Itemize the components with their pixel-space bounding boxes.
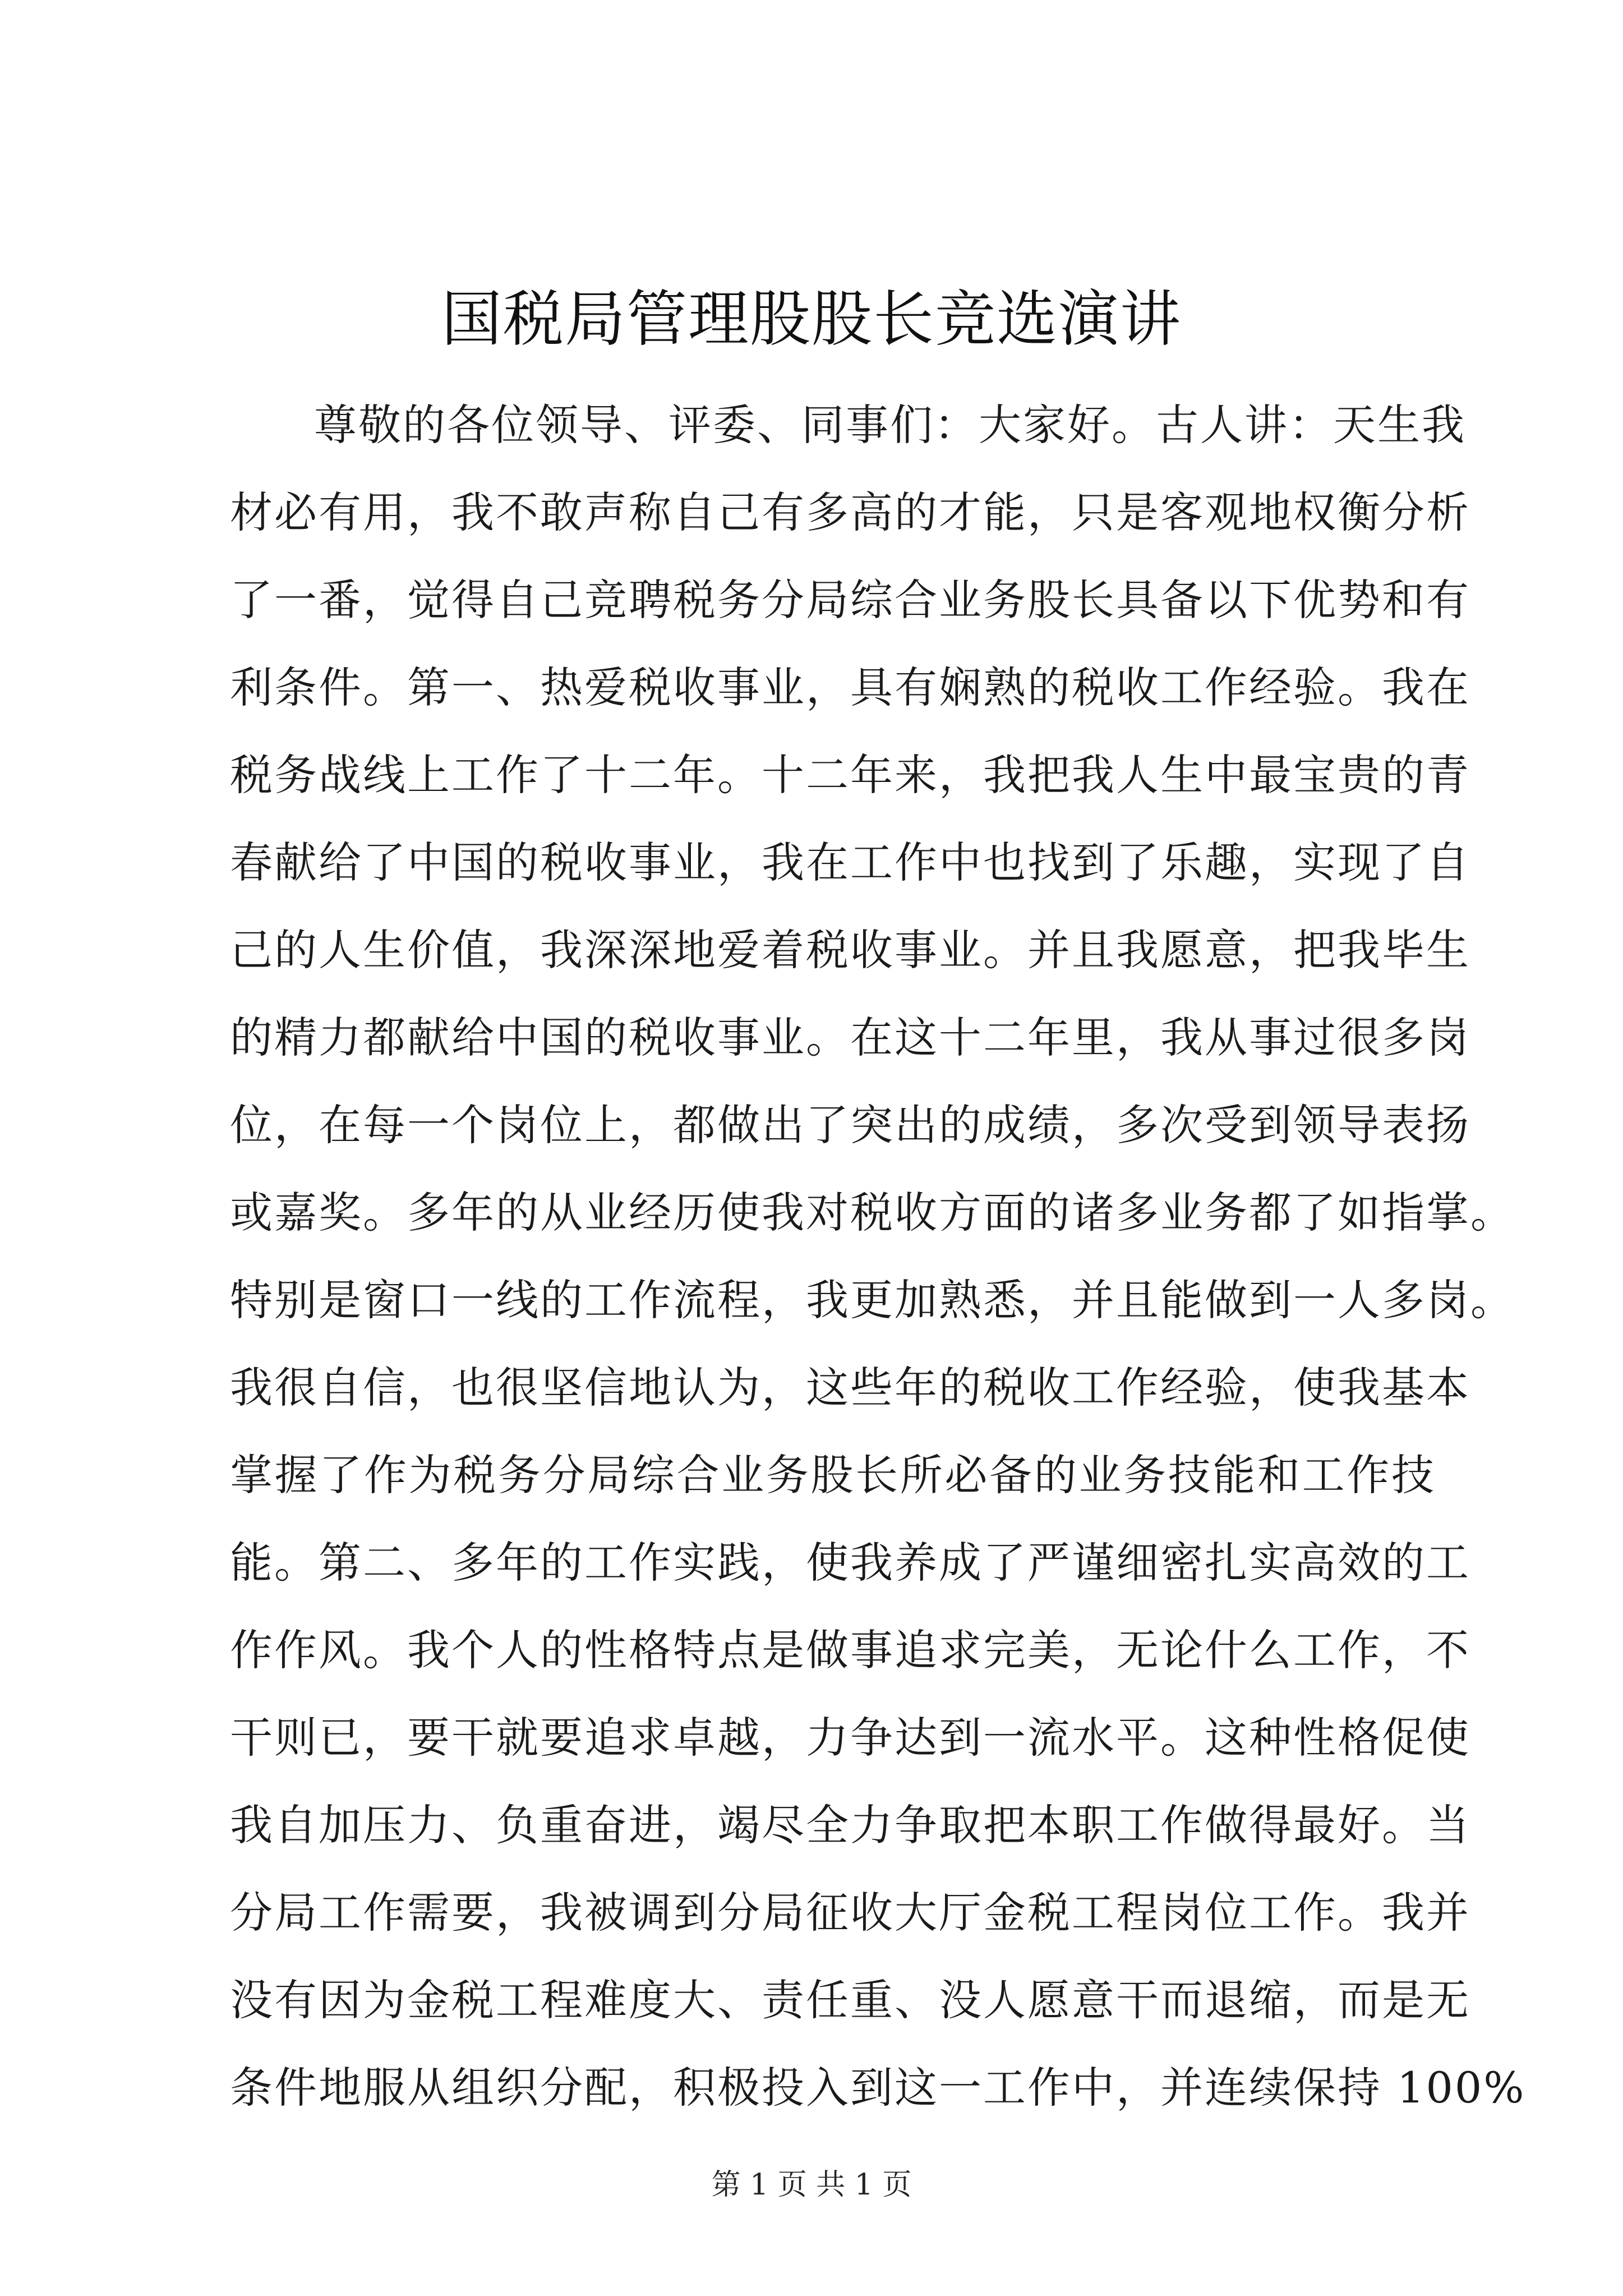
document-title: 国税局管理股股长竞选演讲 bbox=[441, 284, 1182, 355]
paragraph-line: 材必有用，我不敢声称自己有多高的才能，只是客观地权衡分析 bbox=[230, 487, 1470, 537]
paragraph-line: 利条件。第一、热爱税收事业，具有娴熟的税收工作经验。我在 bbox=[230, 662, 1470, 712]
paragraph-line: 了一番，觉得自己竞聘税务分局综合业务股长具备以下优势和有 bbox=[230, 575, 1470, 625]
paragraph-line: 尊敬的各位领导、评委、同事们：大家好。古人讲：天生我 bbox=[314, 400, 1466, 450]
paragraph-line: 春献给了中国的税收事业，我在工作中也找到了乐趣，实现了自 bbox=[230, 838, 1470, 887]
paragraph-line: 我很自信，也很坚信地认为，这些年的税收工作经验，使我基本 bbox=[230, 1363, 1470, 1412]
paragraph-line: 作作风。我个人的性格特点是做事追求完美，无论什么工作，不 bbox=[230, 1625, 1470, 1675]
paragraph-line: 税务战线上工作了十二年。十二年来，我把我人生中最宝贵的青 bbox=[230, 750, 1470, 800]
paragraph-line: 没有因为金税工程难度大、责任重、没人愿意干而退缩，而是无 bbox=[230, 1975, 1470, 2025]
paragraph-line: 己的人生价值，我深深地爱着税收事业。并且我愿意，把我毕生 bbox=[230, 925, 1470, 975]
paragraph-line: 能。第二、多年的工作实践，使我养成了严谨细密扎实高效的工 bbox=[230, 1538, 1470, 1588]
page-footer: 第 1 页 共 1 页 bbox=[711, 2168, 912, 2202]
paragraph-line: 分局工作需要，我被调到分局征收大厅金税工程岗位工作。我并 bbox=[230, 1888, 1470, 1938]
paragraph-line: 的精力都献给中国的税收事业。在这十二年里，我从事过很多岗 bbox=[230, 1013, 1470, 1062]
paragraph-line: 掌握了作为税务分局综合业务股长所必备的业务技能和工作技 bbox=[230, 1450, 1436, 1500]
paragraph-line: 或嘉奖。多年的从业经历使我对税收方面的诸多业务都了如指掌。 bbox=[230, 1188, 1515, 1237]
paragraph-line: 干则已，要干就要追求卓越，力争达到一流水平。这种性格促使 bbox=[230, 1713, 1470, 1763]
paragraph-line: 条件地服从组织分配，积极投入到这一工作中，并连续保持 100% bbox=[230, 2063, 1526, 2113]
paragraph-line: 特别是窗口一线的工作流程，我更加熟悉，并且能做到一人多岗。 bbox=[230, 1275, 1515, 1325]
document-body bbox=[230, 381, 1526, 2132]
paragraph-line: 位，在每一个岗位上，都做出了突出的成绩，多次受到领导表扬 bbox=[230, 1100, 1470, 1150]
paragraph-line: 我自加压力、负重奋进，竭尽全力争取把本职工作做得最好。当 bbox=[230, 1800, 1470, 1850]
